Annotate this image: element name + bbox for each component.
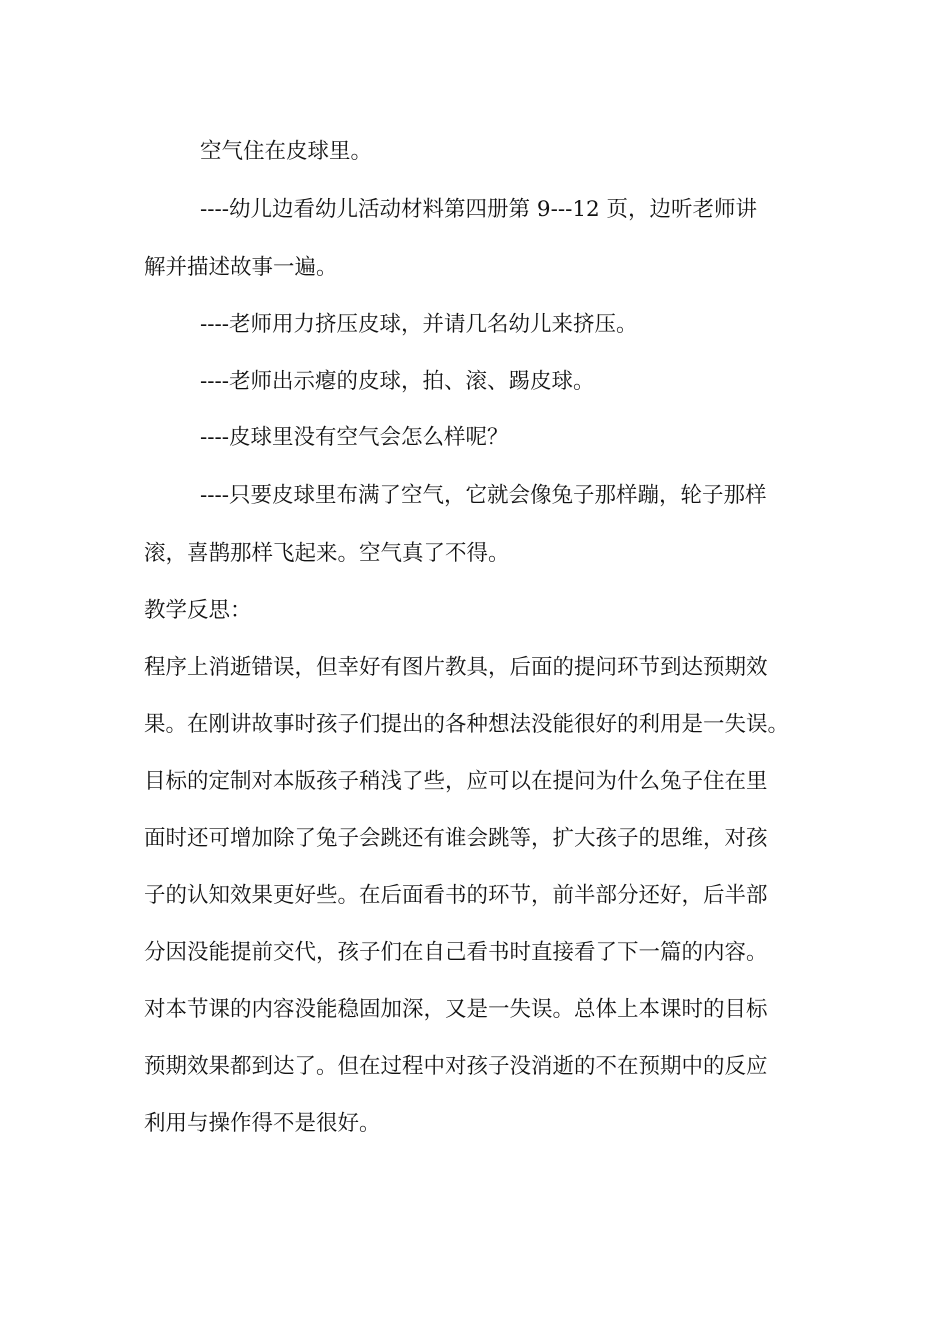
paragraph-line: 分因没能提前交代，孩子们在自己看书时直接看了下一篇的内容。 (144, 940, 768, 965)
paragraph-line: ----只要皮球里布满了空气，它就会像兔子那样蹦，轮子那样 (200, 483, 767, 508)
paragraph-line: 解并描述故事一遍。 (144, 255, 338, 280)
paragraph-line: 目标的定制对本版孩子稍浅了些，应可以在提问为什么兔子住在里 (144, 769, 768, 794)
paragraph-line: 预期效果都到达了。但在过程中对孩子没消逝的不在预期中的反应 (144, 1054, 768, 1079)
paragraph-line: 果。在刚讲故事时孩子们提出的各种想法没能很好的利用是一失误。 (144, 712, 790, 737)
paragraph-line: ----幼儿边看幼儿活动材料第四册第 9---12 页，边听老师讲 (200, 197, 758, 222)
paragraph-line: 对本节课的内容没能稳固加深，又是一失误。总体上本课时的目标 (144, 997, 768, 1022)
paragraph-line: ----老师出示瘪的皮球，拍、滚、踢皮球。 (200, 369, 595, 394)
paragraph-line: ----老师用力挤压皮球，并请几名幼儿来挤压。 (200, 312, 638, 337)
paragraph-line: 利用与操作得不是很好。 (144, 1111, 381, 1136)
paragraph-line: ----皮球里没有空气会怎么样呢？ (200, 425, 509, 450)
paragraph-line: 程序上消逝错误，但幸好有图片教具，后面的提问环节到达预期效 (144, 655, 768, 680)
paragraph-line: 面时还可增加除了兔子会跳还有谁会跳等，扩大孩子的思维，对孩 (144, 826, 768, 851)
paragraph-line: 空气住在皮球里。 (200, 139, 373, 164)
section-heading: 教学反思： (144, 598, 252, 623)
paragraph-line: 子的认知效果更好些。在后面看书的环节，前半部分还好，后半部 (144, 883, 768, 908)
paragraph-line: 滚，喜鹊那样飞起来。空气真了不得。 (144, 541, 510, 566)
